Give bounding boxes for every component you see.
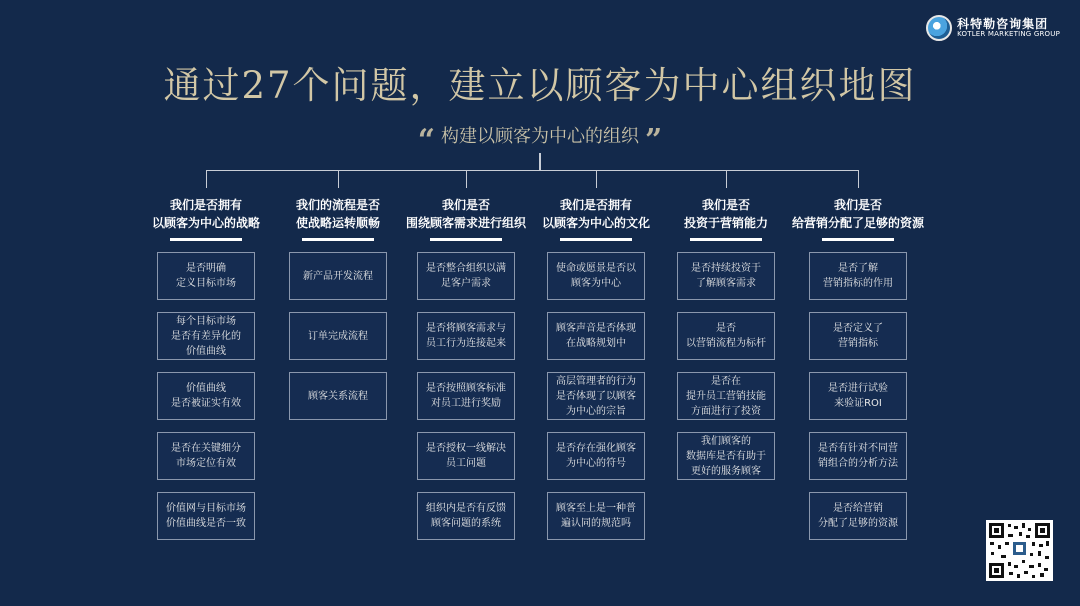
question-box (417, 252, 515, 300)
connector-drop-5 (726, 170, 727, 188)
question-text (426, 261, 506, 291)
question-text-line: 新产品开发流程 (303, 270, 373, 282)
column-heading-line: 我们是否 (441, 198, 490, 212)
question-text (823, 261, 893, 291)
question-text (818, 441, 898, 471)
question-text-line: 分配了足够的资源 (818, 518, 898, 529)
question-text-line: 为中心的宗旨 (566, 405, 626, 417)
question-text (556, 321, 636, 351)
question-box (157, 432, 255, 480)
question-text-line: 市场定位有效 (176, 458, 236, 469)
column-heading-line: 投资于营销能力 (683, 216, 768, 230)
question-text-line: 是否进行试验 (828, 383, 888, 394)
column-heading-line: 我们是否拥有 (559, 198, 632, 212)
question-text-line: 以营销流程为标杆 (686, 338, 766, 349)
column-heading-line: 使战略运转顺畅 (295, 216, 380, 230)
question-text-line: 是否体现了以顾客 (556, 390, 636, 402)
question-box (289, 372, 387, 420)
question-box (547, 492, 645, 540)
question-box (157, 372, 255, 420)
question-text (828, 381, 888, 411)
question-box (417, 492, 515, 540)
question-text-line: 员工行为连接起来 (426, 338, 506, 349)
question-text (166, 501, 246, 531)
question-text-line: 销组合的分析方法 (818, 458, 898, 469)
question-text-line: 顾客声音是否体现 (556, 323, 636, 334)
question-text-line: 营销指标 (838, 338, 878, 349)
subtitle: 构建以顾客为中心的组织 (441, 126, 639, 147)
column-heading-line: 给营销分配了足够的资源 (791, 216, 924, 230)
question-text-line: 是否给营销 (833, 503, 883, 514)
question-box (157, 252, 255, 300)
open-quote-icon: “ (417, 123, 435, 158)
question-text-line: 是否在关键细分 (171, 443, 241, 454)
column-heading (396, 196, 536, 232)
question-text-line: 是否将顾客需求与 (426, 323, 506, 334)
connector-drop-6 (858, 170, 859, 188)
column-underline (560, 238, 632, 241)
question-box (677, 372, 775, 420)
column-heading-line: 我们是否 (701, 198, 750, 212)
question-text-line: 方面进行了投资 (691, 405, 761, 417)
question-text-line: 是否在 (711, 375, 741, 387)
question-text-line: 我们顾客的 (701, 435, 751, 447)
question-box (157, 312, 255, 360)
page-title: 通过27个问题，建立以顾客为中心组织地图 (163, 64, 917, 107)
column-heading-line: 我们是否拥有 (169, 198, 242, 212)
question-text-line: 价值曲线 (186, 383, 226, 394)
question-box (677, 312, 775, 360)
question-text (686, 321, 766, 351)
column-heading-line: 以顾客为中心的文化 (541, 216, 650, 230)
question-box (809, 252, 907, 300)
column-underline (430, 238, 502, 241)
question-text-line: 更好的服务顾客 (691, 465, 761, 477)
question-box (809, 432, 907, 480)
question-text-line: 使命或愿景是否以 (556, 263, 636, 274)
question-text-line: 是否授权一线解决 (426, 443, 506, 454)
question-text (171, 441, 241, 471)
question-text-line: 顾客关系流程 (308, 390, 368, 402)
column-heading (268, 196, 408, 232)
question-box (417, 432, 515, 480)
question-text (426, 441, 506, 471)
question-text-line: 足客户需求 (441, 278, 491, 289)
question-text (833, 321, 883, 351)
question-text-line: 为中心的符号 (566, 458, 626, 469)
question-text (691, 261, 761, 291)
column-heading (656, 196, 796, 232)
question-text-line: 是否了解 (838, 263, 878, 274)
question-text-line: 是否存在强化顾客 (556, 443, 636, 454)
column-heading-line: 我们的流程是否 (295, 198, 380, 212)
question-text-line: 价值曲线是否一致 (166, 518, 246, 529)
question-box (289, 252, 387, 300)
qr-code (986, 520, 1053, 581)
globe-logo-icon (926, 15, 952, 41)
question-text-line: 营销指标的作用 (823, 278, 893, 289)
question-text (556, 374, 636, 419)
column-underline (822, 238, 894, 241)
question-text-line: 价值网与目标市场 (166, 503, 246, 514)
connector-drop-3 (466, 170, 467, 188)
brand-name-en: KOTLER MARKETING GROUP (957, 29, 1060, 38)
question-text-line: 是否被证实有效 (171, 398, 241, 409)
question-text (426, 501, 506, 531)
question-text-line: 遍认同的规范吗 (561, 518, 631, 529)
question-text (818, 501, 898, 531)
question-text (176, 261, 236, 291)
question-box (547, 312, 645, 360)
question-text-line: 来验证ROI (834, 398, 882, 409)
connector-drop-2 (338, 170, 339, 188)
question-text (686, 434, 766, 479)
question-text-line: 是否整合组织以满 (426, 263, 506, 274)
question-box (677, 432, 775, 480)
question-text (171, 314, 241, 359)
question-text-line: 高层管理者的行为 (556, 375, 636, 387)
question-box (157, 492, 255, 540)
column-heading-line: 我们是否 (833, 198, 882, 212)
question-text (686, 374, 766, 419)
column-heading (788, 196, 928, 232)
brand-name-cn: 科特勒咨询集团 (957, 16, 1049, 31)
question-text-line: 是否明确 (186, 263, 226, 274)
question-box (809, 372, 907, 420)
question-text-line: 是否有针对不同营 (818, 443, 898, 454)
connector-drop-4 (596, 170, 597, 188)
question-text-line: 在战略规划中 (566, 338, 626, 349)
column-underline (170, 238, 242, 241)
question-text-line: 员工问题 (446, 458, 486, 469)
question-text-line: 数据库是否有助于 (686, 450, 766, 462)
question-box (547, 432, 645, 480)
question-text-line: 是否持续投资于 (691, 263, 761, 274)
question-text-line: 价值曲线 (186, 345, 226, 357)
question-box (809, 492, 907, 540)
question-text-line: 顾客问题的系统 (431, 518, 501, 529)
question-box (809, 312, 907, 360)
question-box (547, 372, 645, 420)
question-box (677, 252, 775, 300)
question-text-line: 是否有差异化的 (171, 330, 241, 342)
question-text (426, 321, 506, 351)
connector-trunk (539, 153, 541, 170)
question-text-line: 订单完成流程 (308, 330, 368, 342)
question-text-line: 提升员工营销技能 (686, 390, 766, 402)
question-text (556, 501, 636, 531)
column-underline (690, 238, 762, 241)
kotler-logo (926, 15, 1060, 41)
question-text-line: 组织内是否有反馈 (426, 503, 506, 514)
question-text (171, 381, 241, 411)
column-heading-line: 围绕顾客需求进行组织 (405, 216, 526, 230)
question-text-line: 每个目标市场 (176, 315, 236, 327)
close-quote-icon: ” (645, 123, 663, 158)
question-text-line: 对员工进行奖励 (431, 398, 501, 409)
question-box (547, 252, 645, 300)
question-text (308, 329, 368, 344)
question-box (289, 312, 387, 360)
question-text-line: 是否定义了 (833, 323, 883, 334)
connector-drop-1 (206, 170, 207, 188)
question-box (417, 312, 515, 360)
question-text (556, 261, 636, 291)
question-text-line: 顾客至上是一种普 (556, 503, 636, 514)
question-text-line: 是否按照顾客标准 (426, 383, 506, 394)
question-text (426, 381, 506, 411)
question-text-line: 是否 (716, 323, 736, 334)
column-heading (136, 196, 276, 232)
question-text-line: 顾客为中心 (571, 278, 621, 289)
question-text (308, 389, 368, 404)
column-heading-line: 以顾客为中心的战略 (151, 216, 260, 230)
column-heading (526, 196, 666, 232)
question-text (303, 269, 373, 284)
question-text-line: 定义目标市场 (176, 278, 236, 289)
question-box (417, 372, 515, 420)
qr-code-image (986, 520, 1053, 581)
question-text (556, 441, 636, 471)
connector-horizontal (206, 170, 859, 171)
column-underline (302, 238, 374, 241)
question-text-line: 了解顾客需求 (696, 278, 756, 289)
